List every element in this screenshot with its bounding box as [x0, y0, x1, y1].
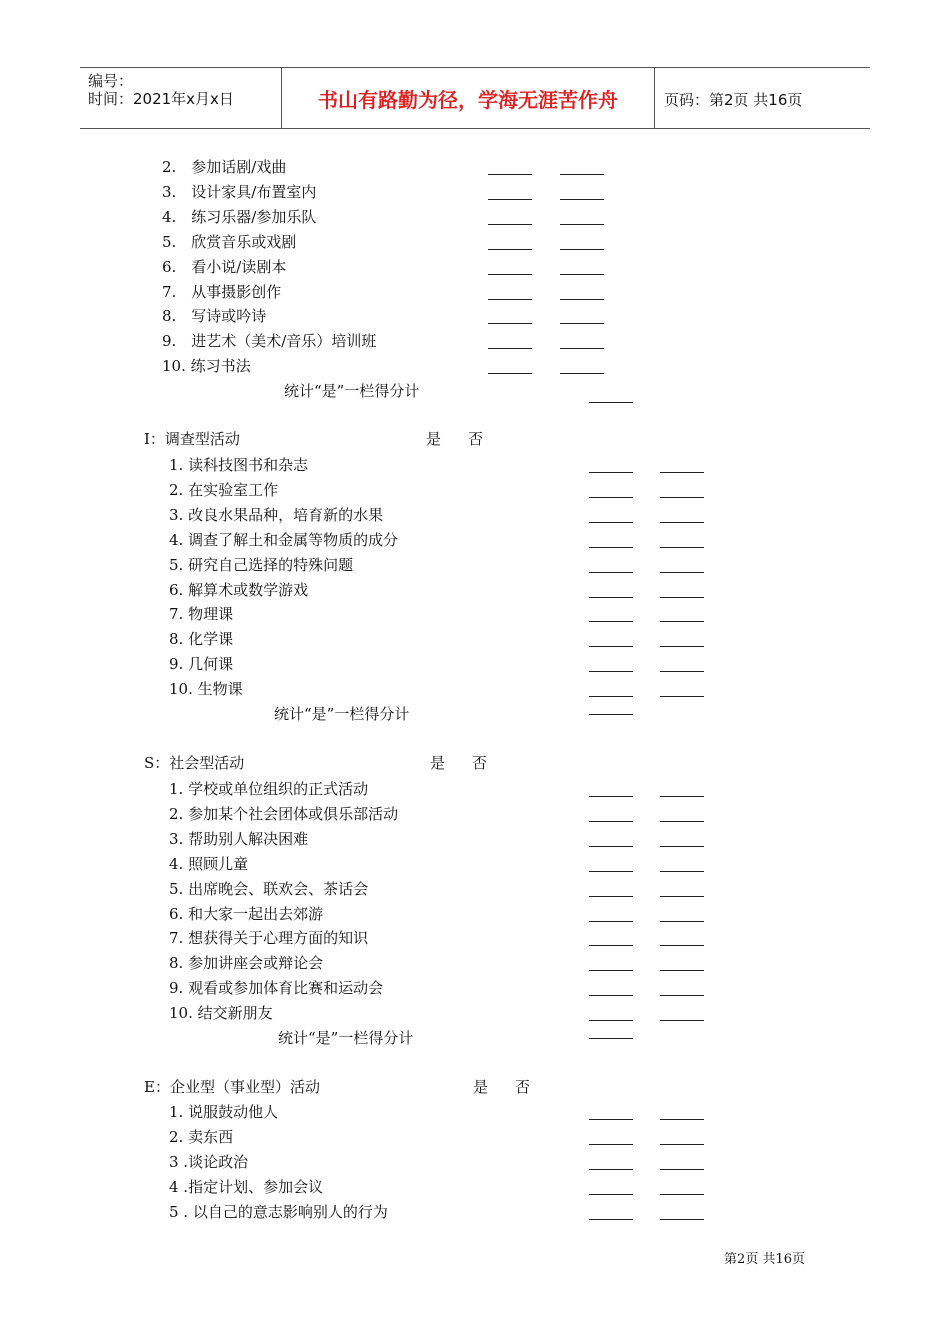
yes-answer-blank[interactable] [589, 497, 633, 498]
no-answer-blank[interactable] [660, 671, 704, 672]
list-item: 5. 研究自己选择的特殊问题 [169, 555, 354, 574]
list-item: 9. 进艺术（美术/音乐）培训班 [162, 332, 377, 351]
list-item: 8. 写诗或吟诗 [162, 307, 267, 326]
no-answer-blank[interactable] [660, 572, 704, 573]
no-answer-blank[interactable] [660, 621, 704, 622]
no-answer-blank[interactable] [560, 373, 604, 374]
no-answer-blank[interactable] [660, 846, 704, 847]
yes-answer-blank[interactable] [488, 348, 532, 349]
yes-answer-blank[interactable] [589, 921, 633, 922]
yes-answer-blank[interactable] [589, 1119, 633, 1120]
tally-label: 统计“是”一栏得分计 [284, 382, 420, 401]
list-item: 2. 卖东西 [169, 1127, 234, 1146]
header-slogan: 书山有路勤为径，学海无涯苦作舟 [318, 88, 618, 112]
yes-answer-blank[interactable] [589, 1169, 633, 1170]
yes-answer-blank[interactable] [589, 696, 633, 697]
list-item: 5. 欣赏音乐或戏剧 [162, 232, 297, 251]
yes-answer-blank[interactable] [488, 249, 532, 250]
yes-answer-blank[interactable] [589, 821, 633, 822]
yes-answer-blank[interactable] [488, 323, 532, 324]
list-item: 5. 出席晚会、联欢会、茶话会 [169, 879, 369, 898]
yes-column-header: 是 [473, 1078, 489, 1096]
no-column-header: 否 [515, 1078, 531, 1096]
header-divider-right [654, 67, 655, 128]
yes-answer-blank[interactable] [488, 224, 532, 225]
list-item: 10. 生物课 [169, 680, 243, 699]
list-item: 1. 学校或单位组织的正式活动 [169, 780, 369, 798]
list-item: 8. 化学课 [169, 630, 234, 649]
header-top-rule [80, 67, 870, 68]
list-item: 2. 参加话剧/戏曲 [162, 158, 287, 176]
no-answer-blank[interactable] [660, 896, 704, 897]
yes-answer-blank[interactable] [589, 871, 633, 872]
no-answer-blank[interactable] [660, 796, 704, 797]
list-item: 5 . 以自己的意志影响别人的行为 [169, 1202, 388, 1221]
yes-answer-blank[interactable] [589, 572, 633, 573]
list-item: 7. 从事摄影创作 [162, 282, 282, 301]
yes-answer-blank[interactable] [589, 621, 633, 622]
header-bottom-rule [80, 128, 870, 129]
yes-answer-blank[interactable] [589, 846, 633, 847]
no-answer-blank[interactable] [660, 1219, 704, 1220]
list-item: 7. 想获得关于心理方面的知识 [169, 929, 369, 948]
list-item: 7. 物理课 [169, 605, 234, 624]
no-answer-blank[interactable] [660, 472, 704, 473]
no-answer-blank[interactable] [660, 497, 704, 498]
list-item: 3. 帮助别人解决困难 [169, 829, 309, 848]
list-item: 2. 参加某个社会团体或俱乐部活动 [169, 804, 399, 823]
list-item: 6. 和大家一起出去郊游 [169, 904, 324, 923]
list-item: 10. 练习书法 [162, 357, 251, 376]
yes-column-header: 是 [430, 754, 446, 772]
no-answer-blank[interactable] [560, 323, 604, 324]
list-item: 8. 参加讲座会或辩论会 [169, 954, 324, 973]
no-answer-blank[interactable] [660, 522, 704, 523]
list-item: 1. 读科技图书和杂志 [169, 456, 309, 474]
no-answer-blank[interactable] [660, 970, 704, 971]
yes-answer-blank[interactable] [488, 299, 532, 300]
list-item: 6. 解算术或数学游戏 [169, 580, 309, 599]
no-answer-blank[interactable] [660, 597, 704, 598]
list-item: 9. 观看或参加体育比赛和运动会 [169, 979, 384, 998]
no-answer-blank[interactable] [660, 696, 704, 697]
section-title: I：调查型活动 [144, 430, 240, 448]
list-item: 6. 看小说/读剧本 [162, 257, 287, 276]
yes-answer-blank[interactable] [589, 945, 633, 946]
yes-answer-blank[interactable] [589, 646, 633, 647]
no-answer-blank[interactable] [660, 871, 704, 872]
no-answer-blank[interactable] [660, 1020, 704, 1021]
no-answer-blank[interactable] [660, 1169, 704, 1170]
no-answer-blank[interactable] [560, 274, 604, 275]
no-answer-blank[interactable] [660, 547, 704, 548]
header-page-label: 页码：第2页 共16页 [664, 91, 803, 109]
list-item: 4 .指定计划、参加会议 [169, 1177, 324, 1196]
list-item: 4. 照顾儿童 [169, 854, 249, 873]
yes-column-header: 是 [426, 430, 442, 448]
no-answer-blank[interactable] [660, 646, 704, 647]
list-item: 4. 调查了解土和金属等物质的成分 [169, 530, 399, 549]
no-answer-blank[interactable] [660, 1194, 704, 1195]
yes-answer-blank[interactable] [589, 472, 633, 473]
no-answer-blank[interactable] [660, 921, 704, 922]
yes-answer-blank[interactable] [589, 1144, 633, 1145]
yes-answer-blank[interactable] [589, 671, 633, 672]
list-item: 3 .谈论政治 [169, 1152, 249, 1171]
yes-answer-blank[interactable] [589, 522, 633, 523]
list-item: 4. 练习乐器/参加乐队 [162, 207, 317, 226]
yes-answer-blank[interactable] [488, 373, 532, 374]
yes-answer-blank[interactable] [589, 970, 633, 971]
tally-score-blank[interactable] [589, 1038, 633, 1039]
no-column-header: 否 [468, 430, 484, 448]
no-answer-blank[interactable] [560, 174, 604, 175]
no-answer-blank[interactable] [560, 348, 604, 349]
no-answer-blank[interactable] [560, 299, 604, 300]
no-column-header: 否 [472, 754, 488, 772]
tally-score-blank[interactable] [589, 714, 633, 715]
yes-answer-blank[interactable] [488, 274, 532, 275]
section-title: S：社会型活动 [144, 754, 245, 772]
section-title: E：企业型（事业型）活动 [144, 1078, 320, 1096]
list-item: 3. 设计家具/布置室内 [162, 182, 317, 201]
yes-answer-blank[interactable] [589, 796, 633, 797]
no-answer-blank[interactable] [560, 199, 604, 200]
yes-answer-blank[interactable] [488, 174, 532, 175]
no-answer-blank[interactable] [660, 945, 704, 946]
header-time-label: 时间：2021年x月x日 [88, 90, 234, 108]
yes-answer-blank[interactable] [589, 547, 633, 548]
list-item: 10. 结交新朋友 [169, 1004, 273, 1023]
no-answer-blank[interactable] [560, 249, 604, 250]
header-number-label: 编号： [88, 72, 134, 90]
list-item: 2. 在实验室工作 [169, 480, 279, 499]
list-item: 3. 改良水果品种，培育新的水果 [169, 505, 384, 524]
yes-answer-blank[interactable] [589, 1219, 633, 1220]
no-answer-blank[interactable] [660, 1144, 704, 1145]
tally-score-blank[interactable] [589, 402, 633, 403]
no-answer-blank[interactable] [660, 995, 704, 996]
yes-answer-blank[interactable] [589, 597, 633, 598]
yes-answer-blank[interactable] [589, 896, 633, 897]
yes-answer-blank[interactable] [589, 1194, 633, 1195]
tally-label: 统计“是”一栏得分计 [274, 705, 410, 723]
page-footer: 第2页 共16页 [724, 1252, 805, 1267]
list-item: 1. 说服鼓动他人 [169, 1103, 279, 1121]
no-answer-blank[interactable] [660, 1119, 704, 1120]
list-item: 9. 几何课 [169, 655, 234, 674]
yes-answer-blank[interactable] [589, 1020, 633, 1021]
no-answer-blank[interactable] [560, 224, 604, 225]
yes-answer-blank[interactable] [589, 995, 633, 996]
tally-label: 统计“是”一栏得分计 [278, 1029, 414, 1047]
no-answer-blank[interactable] [660, 821, 704, 822]
yes-answer-blank[interactable] [488, 199, 532, 200]
